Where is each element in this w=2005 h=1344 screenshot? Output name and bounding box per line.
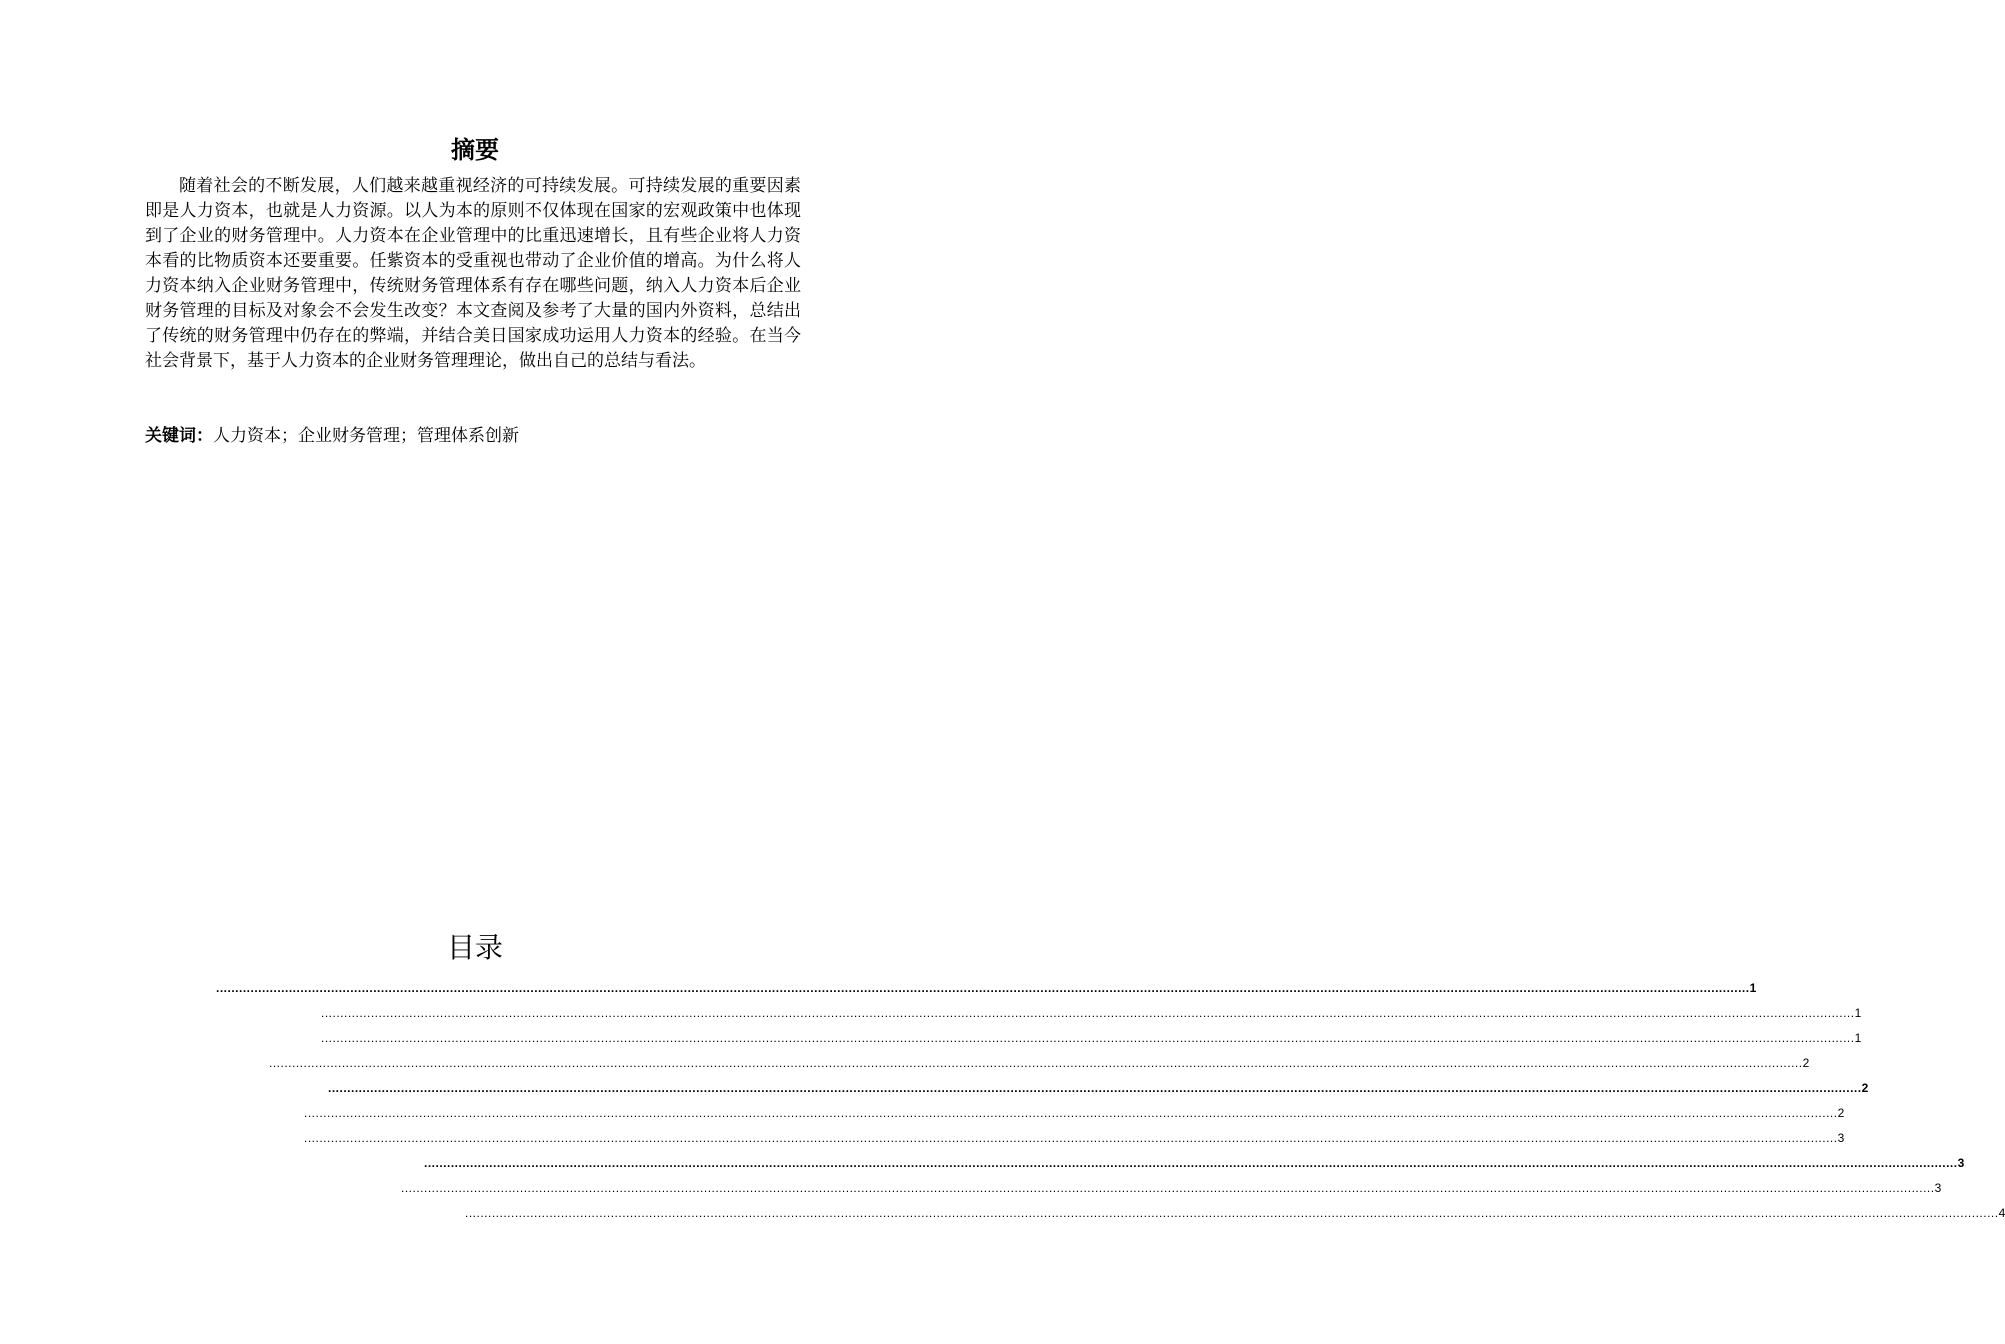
toc-entry[interactable] — [424, 1150, 1965, 1170]
toc-entry[interactable] — [401, 1175, 1942, 1195]
toc-page: 1 — [1749, 981, 1757, 995]
toc-leader: ................................................................................................................................................................................................................................................................................................................................................................................................................ — [424, 1156, 1958, 1170]
toc-entry[interactable] — [304, 1100, 1845, 1120]
toc-page: 2 — [1837, 1106, 1845, 1120]
keywords-label: 关键词： — [145, 426, 213, 446]
toc-page: 2 — [1861, 1081, 1869, 1095]
toc-leader: ................................................................................................................................................................................................................................................................................................................................................................................................................ — [304, 1106, 1838, 1120]
toc-entry[interactable] — [465, 1200, 2005, 1220]
toc-page: 2 — [1802, 1056, 1810, 1070]
toc-leader: ................................................................................................................................................................................................................................................................................................................................................................................................................ — [321, 1006, 1855, 1020]
abstract-body: 随着社会的不断发展，人们越来越重视经济的可持续发展。可持续发展的重要因素即是人力资本，也就是人力资源。以人为本的原则不仅体现在国家的宏观政策中也体现到了企业的财务管理中。人力资本在企业管理中的比重迅速增长，且有些企业将人力资本看的比物质资本还要重要。任紫资本的受重视也带动了企业价值的增高。为什么将人力资本纳入企业财务管理中，传统财务管理体系有存在哪些问题，纳入人力资本后企业财务管理的目标及对象会不会发生改变？本文查阅及参考了大量的国内外资料，总结出了传统的财务管理中仍存在的弊端，并结合美日国家成功运用人力资本的经验。在当今社会背景下，基于人力资本的企业财务管理理论，做出自己的总结与看法。 — [145, 176, 801, 371]
toc-title: 目录 — [446, 931, 503, 964]
toc-leader: ................................................................................................................................................................................................................................................................................................................................................................................................................ — [465, 1206, 1999, 1220]
toc-page: 3 — [1957, 1156, 1965, 1170]
toc-entry[interactable] — [328, 1075, 1869, 1095]
toc-leader: ................................................................................................................................................................................................................................................................................................................................................................................................................ — [401, 1181, 1935, 1195]
toc-entry[interactable] — [216, 975, 1757, 995]
toc-leader: ................................................................................................................................................................................................................................................................................................................................................................................................................ — [304, 1131, 1838, 1145]
toc-entry[interactable] — [269, 1050, 1810, 1070]
toc-page: 4 — [1998, 1206, 2005, 1220]
toc-entry[interactable] — [304, 1125, 1845, 1145]
toc-page: 3 — [1837, 1131, 1845, 1145]
toc-page: 3 — [1934, 1181, 1942, 1195]
abstract-title: 摘要 — [451, 136, 499, 164]
toc-leader: ................................................................................................................................................................................................................................................................................................................................................................................................................ — [216, 981, 1750, 995]
toc-leader: ................................................................................................................................................................................................................................................................................................................................................................................................................ — [321, 1031, 1855, 1045]
toc-entry[interactable] — [321, 1025, 1862, 1045]
toc-leader: ................................................................................................................................................................................................................................................................................................................................................................................................................ — [269, 1056, 1803, 1070]
toc-page: 1 — [1854, 1006, 1862, 1020]
toc-leader: ................................................................................................................................................................................................................................................................................................................................................................................................................ — [328, 1081, 1862, 1095]
toc-entry[interactable] — [321, 1000, 1862, 1020]
toc-page: 1 — [1854, 1031, 1862, 1045]
keywords-value: 人力资本；企业财务管理；管理体系创新 — [213, 426, 519, 446]
